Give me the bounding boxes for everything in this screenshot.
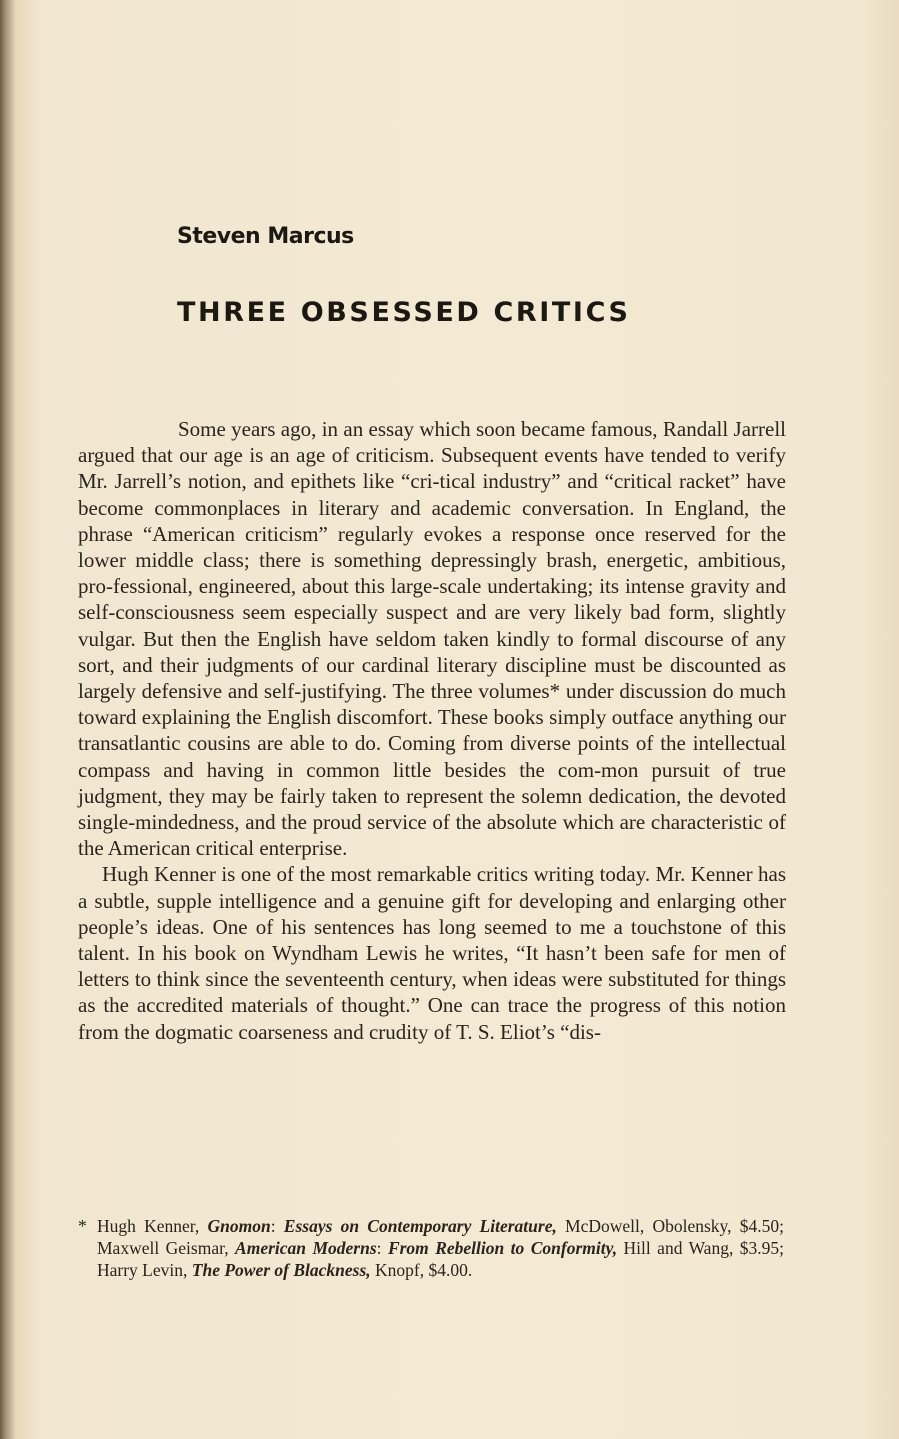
book-title: American Moderns xyxy=(235,1238,377,1258)
author-name: Steven Marcus xyxy=(177,224,354,249)
footnote-segment: Hugh Kenner, xyxy=(97,1216,208,1236)
footnote-segment: McDowell, Obolensky, $4.50; Maxwell Geismar, xyxy=(97,1216,784,1258)
book-title: The Power of Blackness, xyxy=(191,1260,371,1280)
footnote-segment: : xyxy=(270,1216,284,1236)
footnote-text xyxy=(78,1215,784,1281)
footnote xyxy=(78,1215,784,1281)
book-subtitle: From Rebellion to Conformity, xyxy=(387,1238,618,1258)
book-title: Gnomon xyxy=(207,1216,271,1236)
body-paragraph: Hugh Kenner is one of the most remarkable critics writing today. Mr. Kenner has a subtle, supple intelligence and a genuine gift for developing and enlarging other people’s ideas. One of his sentences has long seemed to me a touchstone of this talent. In his book on Wyndham Lewis he writes, “It hasn’t been safe for men of letters to think since the seventeenth century, when ideas were substituted for things as the accredited materials of thought.” One can trace the progress of this notion from the dogmatic coarseness and crudity of T. S. Eliot’s “dis- xyxy=(78,862,786,1044)
article-title: THREE OBSESSED CRITICS xyxy=(177,297,631,328)
footnote-segment: Knopf, $4.00. xyxy=(370,1260,473,1280)
article-body xyxy=(78,416,786,1045)
body-paragraph: Some years ago, in an essay which soon became famous, Randall Jarrell argued that our age is an age of criticism. Subsequent events have tended to verify Mr. Jarrell’s notion, and epithets like “cri-tical industry” and “critical racket” have become commonplaces in literary and academic conversation. In England, the phrase “American criticism” regularly evokes a response once reserved for the lower middle class; there is something depressingly brash, energetic, ambitious, pro-fessional, engineered, about this large-scale undertaking; its intense gravity and self-consciousness seem especially suspect and are very likely bad form, slightly vulgar. But then the English have seldom taken kindly to formal discourse of any sort, and their judgments of our cardinal literary discipline must be discounted as largely defensive and self-justifying. The three volumes* under discussion do much toward explaining the English discomfort. These books simply outface anything our transatlantic cousins are able to do. Coming from diverse points of the intellectual compass and having in common little besides the com-mon pursuit of true judgment, they may be fairly taken to represent the solemn dedication, the devoted single-mindedness, and the proud service of the absolute which are characteristic of the American critical enterprise. xyxy=(78,417,786,861)
footnote-segment: : xyxy=(376,1238,388,1258)
footnote-marker: * xyxy=(78,1216,87,1236)
show-through-text xyxy=(60,110,820,370)
footnote-segment: Hill and Wang, $3.95; Harry Levin, xyxy=(97,1238,784,1280)
book-subtitle: Essays on Contemporary Literature, xyxy=(283,1216,557,1236)
